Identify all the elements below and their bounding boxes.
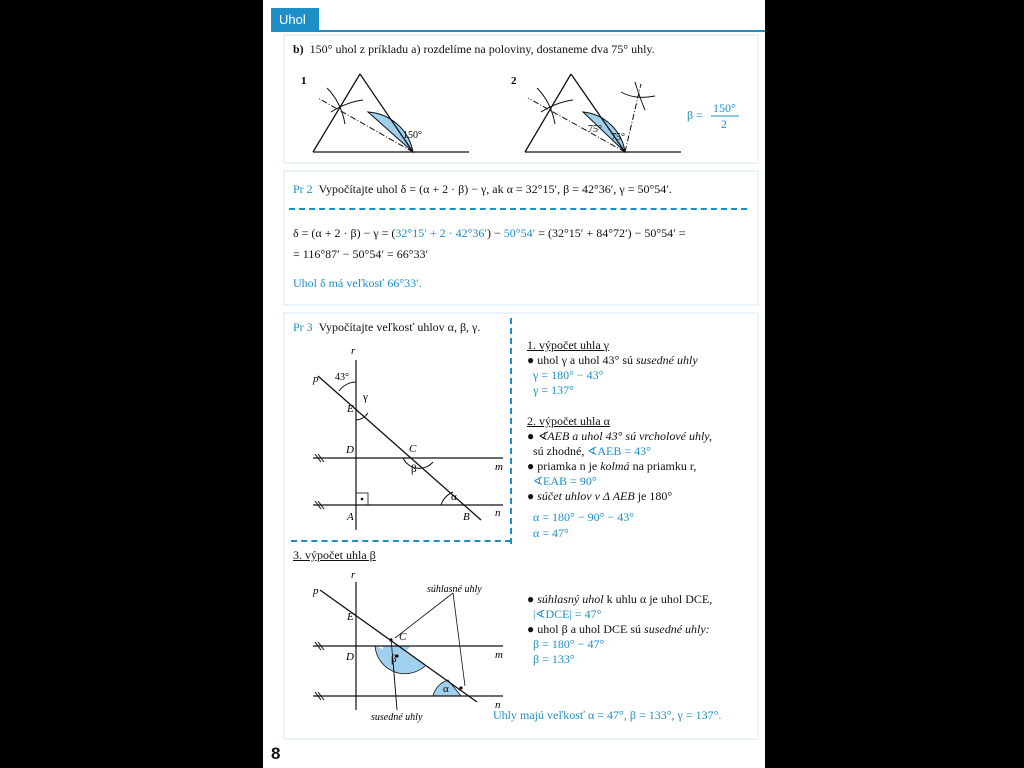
section-b-text: b) 150° uhol z príkladu a) rozdelíme na poloviny, dostaneme dva 75° uhly. — [293, 42, 655, 56]
page-number: 8 — [271, 744, 281, 763]
label-C: C — [409, 443, 417, 455]
pr2-panel — [283, 170, 759, 306]
alpha-calc-line-1: α = 180° − 90° − 43° — [533, 510, 634, 524]
angle-150-label: 150° — [403, 130, 422, 141]
angle-75-right-label: 75° — [611, 132, 625, 143]
label-alpha: α — [451, 491, 457, 503]
pr2-result: Uhol δ má veľkosť 66°33′. — [293, 276, 422, 290]
alpha-calc-bullet-2-val: ∢EAB = 90° — [533, 474, 597, 488]
label-p: p — [313, 373, 319, 385]
label-A: A — [347, 511, 354, 523]
alpha-calc-title: 2. výpočet uhla α — [527, 414, 610, 428]
alpha-calc-line-2: α = 47° — [533, 526, 569, 540]
fig2-label-E: E — [347, 611, 354, 623]
gamma-calc-bullet: ● uhol γ a uhol 43° sú susedné uhly — [527, 353, 698, 367]
label-D: D — [346, 444, 354, 456]
label-B: B — [463, 511, 470, 523]
beta-calc-title: 3. výpočet uhla β — [293, 548, 376, 562]
pr3-conclusion: Uhly majú veľkosť α = 47°, β = 133°, γ = 137°. — [493, 708, 722, 722]
gamma-calc-line-1: γ = 180° − 43° — [533, 368, 604, 382]
pr3-horizontal-divider — [291, 540, 511, 542]
label-gamma: γ — [363, 391, 368, 403]
textbook-page — [263, 0, 765, 768]
gamma-calc-line-2: γ = 137° — [533, 383, 574, 397]
header-rule — [319, 30, 765, 32]
label-susedne-uhly: susedné uhly — [371, 712, 423, 723]
pr2-task: Pr 2 Vypočítajte uhol δ = (α + 2 · β) − γ, ak α = 32°15′, β = 42°36′, γ = 50°54′. — [293, 182, 672, 196]
pr3-figure-1 — [293, 340, 513, 530]
pr3-figure-2 — [293, 568, 513, 723]
alpha-calc-bullet-1: ● ∢AEB a uhol 43° sú vrcholové uhly, — [527, 429, 712, 443]
alpha-calc-bullet-1-cont: sú zhodné, ∢AEB = 43° — [533, 444, 651, 458]
pr3-panel — [283, 312, 759, 740]
label-43: 43° — [335, 372, 349, 383]
beta-calc-line-2: β = 133° — [533, 652, 575, 666]
pr3-task: Pr 3 Vypočítajte veľkosť uhlov α, β, γ. — [293, 320, 481, 334]
beta-formula-denominator: 2 — [721, 117, 727, 131]
fig2-label-n: n — [495, 699, 501, 711]
fig2-label-C: C — [399, 631, 407, 643]
fig2-label-beta: β — [391, 653, 397, 665]
figure-2-number: 2 — [511, 75, 517, 87]
fig2-label-r: r — [351, 569, 356, 581]
beta-calc-line-1: β = 180° − 47° — [533, 637, 605, 651]
label-r: r — [351, 345, 356, 357]
beta-calc-bullet-1: ● súhlasný uhol k uhlu α je uhol DCE, — [527, 592, 713, 606]
figure-1-number: 1 — [301, 75, 307, 87]
pr2-divider — [289, 208, 747, 210]
label-n: n — [495, 507, 501, 519]
label-beta: β — [411, 463, 417, 475]
alpha-calc-bullet-3: ● súčet uhlov v Δ AEB je 180° — [527, 489, 673, 503]
alpha-calc-bullet-2: ● priamka n je kolmá na priamku r, — [527, 459, 697, 473]
label-suhlasne-uhly: súhlasné uhly — [427, 584, 482, 595]
label-m: m — [495, 461, 503, 473]
beta-formula-numerator: 150° — [713, 101, 736, 115]
bisector-figures — [283, 34, 759, 164]
fig2-label-m: m — [495, 649, 503, 661]
angle-75-left-label: 75° — [588, 124, 602, 135]
label-E: E — [347, 403, 354, 415]
gamma-calc-title: 1. výpočet uhla γ — [527, 338, 609, 352]
beta-calc-bullet-1-val: |∢DCE| = 47° — [533, 607, 602, 621]
section-b-panel — [283, 34, 759, 164]
fig2-label-D: D — [346, 651, 354, 663]
pr2-calc-line-2: = 116°87′ − 50°54′ = 66°33′ — [293, 247, 429, 261]
beta-formula-lhs: β = — [687, 108, 703, 122]
pr2-calc-line-1: δ = (α + 2 · β) − γ = (32°15′ + 2 · 42°36′) − 50°54′ = (32°15′ + 84°72′) − 50°54′ = — [293, 226, 686, 240]
fig2-label-alpha: α — [443, 683, 449, 695]
fig2-label-p: p — [313, 585, 319, 597]
section-tab: Uhol — [271, 8, 319, 32]
beta-calc-bullet-2: ● uhol β a uhol DCE sú susedné uhly: — [527, 622, 710, 636]
